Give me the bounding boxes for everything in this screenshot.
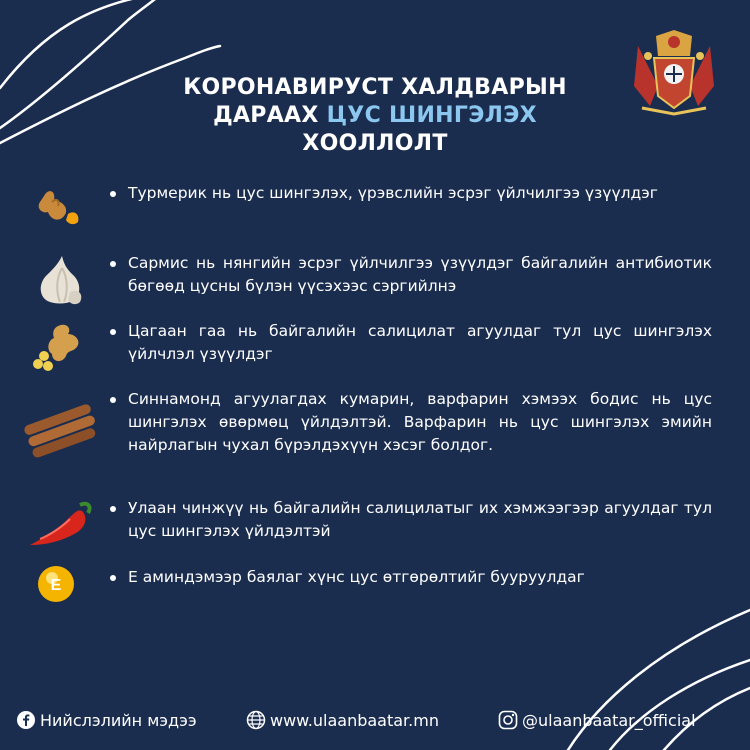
ulaanbaatar-coat-of-arms-icon (628, 26, 720, 118)
page-title (150, 74, 600, 158)
item-text-vitamin-e: Е аминдэмээр баялаг хүнс цус өтгөрөлтийг бууруулдаг (110, 566, 712, 589)
footer-facebook[interactable] (16, 710, 197, 730)
title-line-2 (150, 102, 600, 130)
title-highlight: ЦУС ШИНГЭЛЭХ (326, 103, 537, 128)
footer-instagram[interactable] (498, 710, 696, 730)
globe-icon (246, 710, 266, 730)
vitamin-e-icon (36, 564, 76, 604)
vitamin-e-label: E (50, 577, 62, 594)
footer (0, 700, 750, 740)
title-line-3: ХООЛЛОЛТ (302, 131, 448, 156)
chili-pepper-icon (22, 497, 100, 555)
footer-website-label: www.ulaanbaatar.mn (270, 710, 439, 730)
garlic-icon (22, 252, 100, 310)
footer-facebook-label: Нийслэлийн мэдээ (40, 710, 197, 730)
title-line-2-plain: ДАРААХ (213, 103, 327, 128)
footer-instagram-label: @ulaanbaatar_official (522, 710, 696, 730)
item-text-chili: Улаан чинжүү нь байгалийн салицилатыг их хэмжээгээр агуулдаг тул цус шингэлэх үйлдэлтэй (110, 497, 712, 543)
item-text-ginger: Цагаан гаа нь байгалийн салицилат агуулдаг тул цус шингэлэх үйлчлэл үзүүлдэг (110, 320, 712, 366)
title-line-1: КОРОНАВИРУСТ ХАЛДВАРЫН (183, 75, 567, 100)
cinnamon-icon (22, 400, 100, 458)
ginger-icon (22, 320, 100, 378)
turmeric-icon (22, 182, 100, 240)
item-text-turmeric: Турмерик нь цус шингэлэх, үрэвслийн эсрэг үйлчилгээ үзүүлдэг (110, 182, 712, 205)
footer-website[interactable] (246, 710, 439, 730)
item-text-cinnamon: Синнамонд агуулагдах кумарин, варфарин хэмээх бодис нь цус шингэлэх өвөрмөц үйлдэлтэй. Варфарин нь цус шингэлэх эмийн найрлагын чухал бүрэлдэхүүн хэсэг болдог. (110, 388, 712, 457)
instagram-icon (498, 710, 518, 730)
item-text-garlic: Сармис нь нянгийн эсрэг үйлчилгээ үзүүлдэг байгалийн антибиотик бөгөөд цусны бүлэн үүсэхээс сэргийлнэ (110, 252, 712, 298)
facebook-icon (16, 710, 36, 730)
